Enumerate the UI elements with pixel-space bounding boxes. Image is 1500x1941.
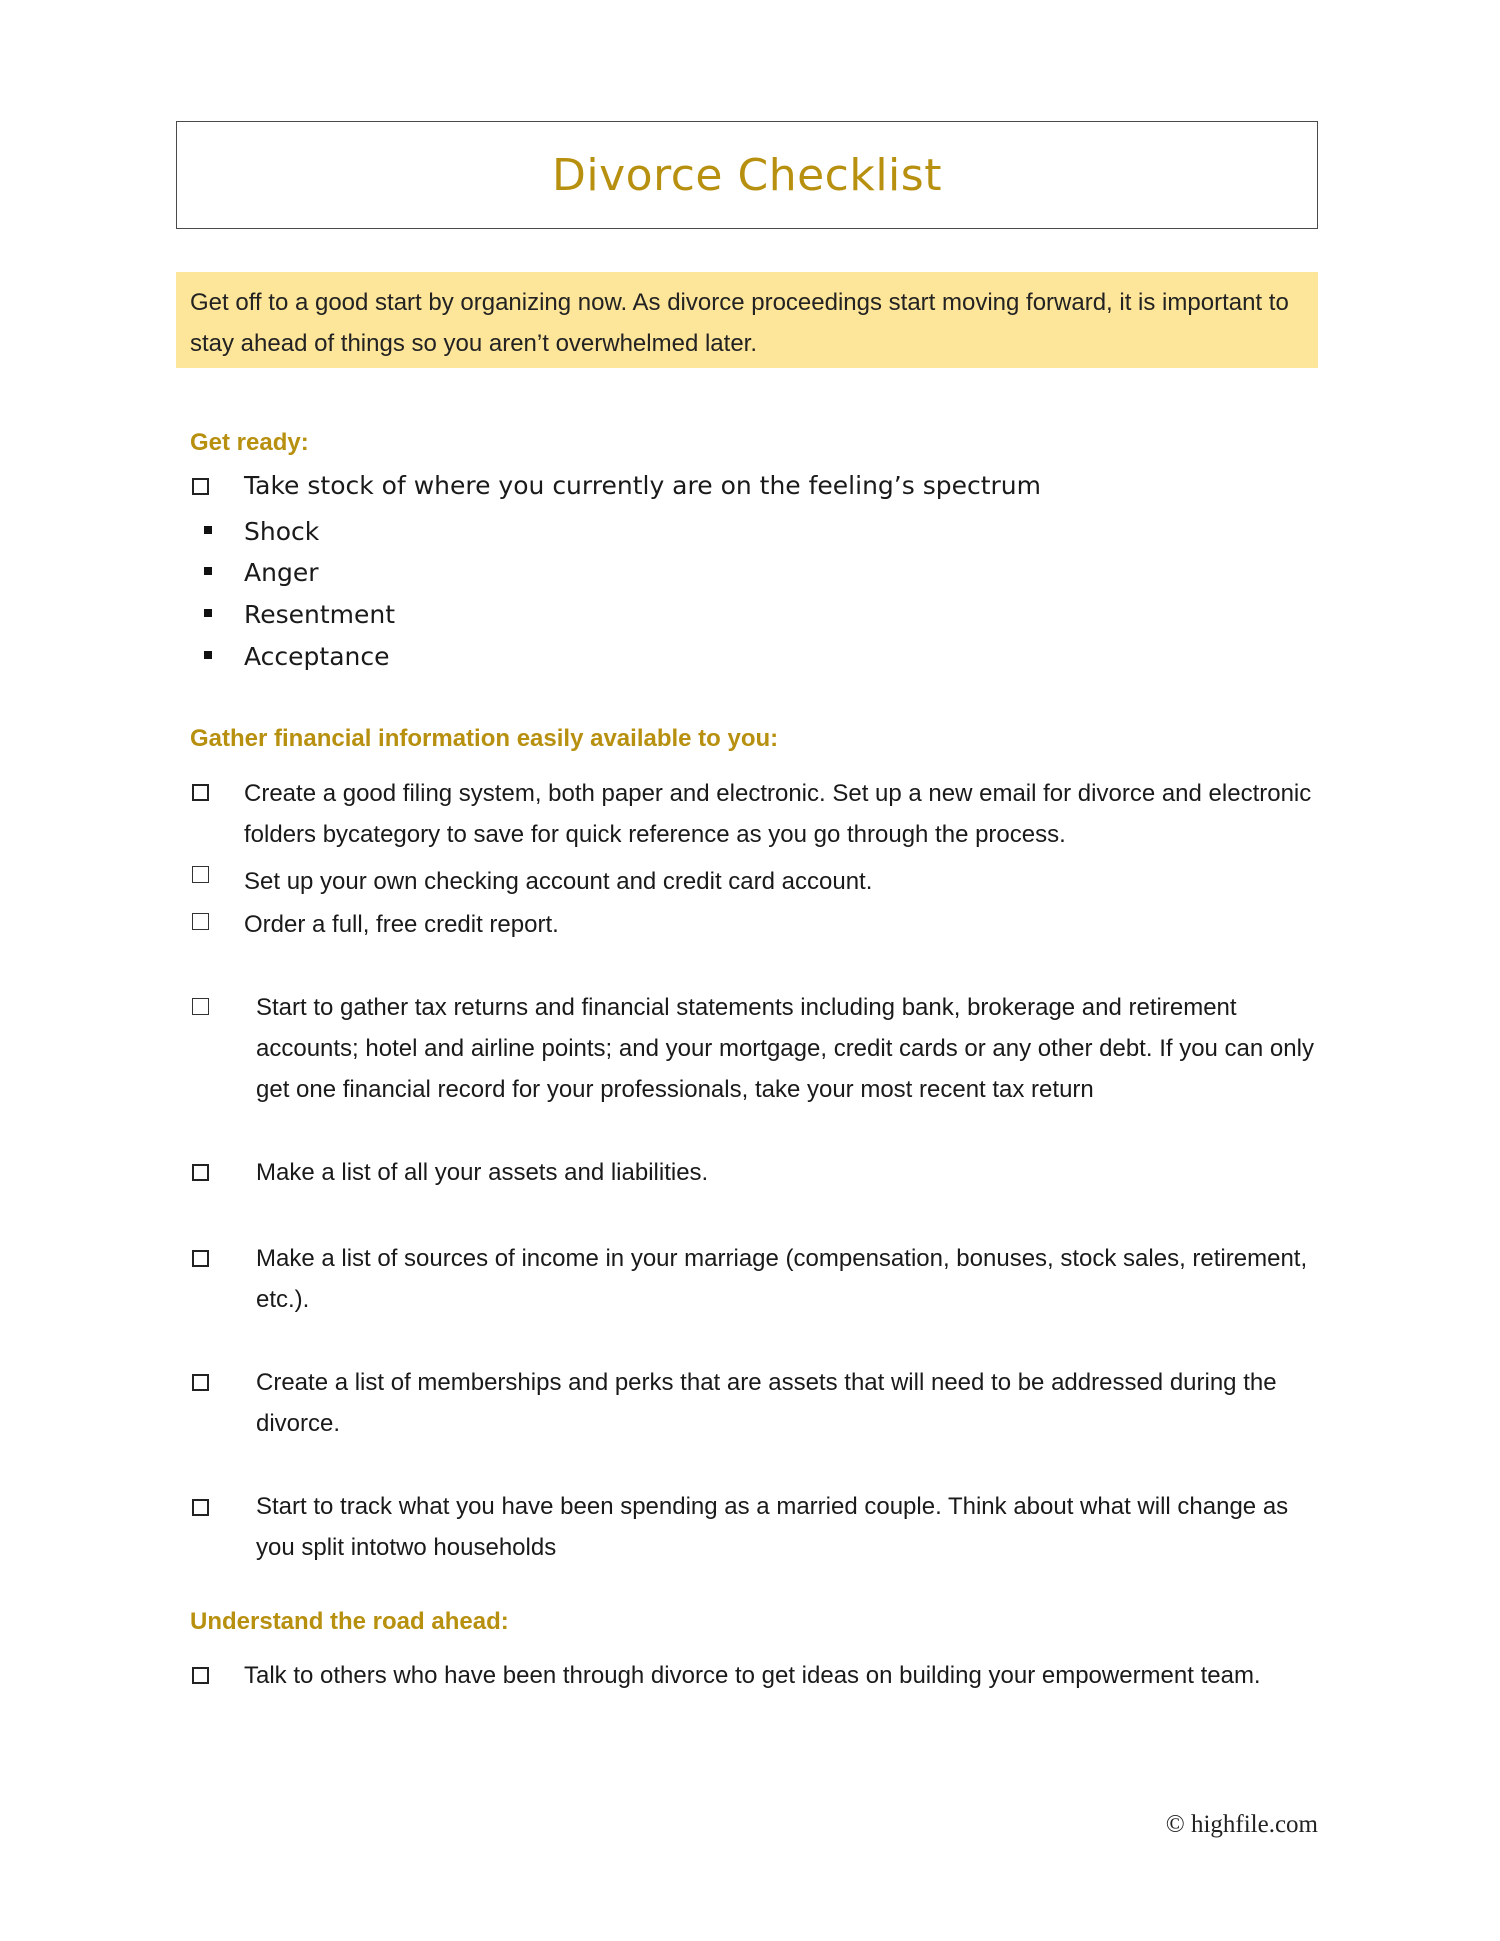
- intro-banner: Get off to a good start by organizing now. As divorce proceedings start moving forward, it is important to stay ahead of things so you aren’t overwhelmed later.: [176, 272, 1318, 368]
- checklist-item: Take stock of where you currently are on the feeling’s spectrum: [244, 471, 1042, 500]
- bullet-icon: [204, 651, 212, 659]
- sub-item: Acceptance: [244, 642, 390, 671]
- bullet-icon: [204, 567, 212, 575]
- bullet-icon: [204, 609, 212, 617]
- checklist-item: Start to track what you have been spending as a married couple. Think about what will change as you split intotwo households: [256, 1493, 1289, 1561]
- checklist-item: Make a list of sources of income in your marriage (compensation, bonuses, stock sales, retirement, etc.).: [256, 1245, 1308, 1313]
- checkbox[interactable]: [192, 913, 209, 930]
- checklist-item: Create a list of memberships and perks that are assets that will need to be addressed during the divorce.: [256, 1369, 1277, 1437]
- section-heading-financial: Gather financial information easily available to you:: [190, 725, 779, 752]
- checklist-item: Talk to others who have been through divorce to get ideas on building your empowerment team.: [244, 1662, 1261, 1689]
- sub-item: Shock: [244, 517, 320, 546]
- checkbox[interactable]: [192, 478, 209, 495]
- checkbox[interactable]: [192, 1164, 209, 1181]
- copyright: © highfile.com: [1165, 1811, 1318, 1838]
- sub-item: Resentment: [244, 600, 396, 629]
- checkbox[interactable]: [192, 1667, 209, 1684]
- title-box: [176, 121, 1318, 229]
- checkbox[interactable]: [192, 1250, 209, 1267]
- page-title: Divorce Checklist: [552, 149, 942, 201]
- checklist-item: Order a full, free credit report.: [244, 911, 559, 938]
- checkbox[interactable]: [192, 866, 209, 883]
- checkbox[interactable]: [192, 998, 209, 1015]
- checkbox[interactable]: [192, 784, 209, 801]
- checklist-item: Create a good filing system, both paper and electronic. Set up a new email for divorce and electronic folders bycategory to save for quick reference as you go through the process.: [244, 780, 1312, 848]
- section-heading-road-ahead: Understand the road ahead:: [190, 1608, 509, 1635]
- bullet-icon: [204, 526, 212, 534]
- checklist-item: Start to gather tax returns and financial statements including bank, brokerage and retirement accounts; hotel and airline points; and your mortgage, credit cards or any other debt. If you can only get one financial record for your professionals, take your most recent tax return: [256, 994, 1314, 1103]
- checklist-item: Set up your own checking account and credit card account.: [244, 868, 873, 895]
- sub-item: Anger: [244, 558, 319, 587]
- section-heading-get-ready: Get ready:: [190, 429, 309, 456]
- checklist-item: Make a list of all your assets and liabilities.: [256, 1159, 709, 1186]
- checkbox[interactable]: [192, 1374, 209, 1391]
- checkbox[interactable]: [192, 1499, 209, 1516]
